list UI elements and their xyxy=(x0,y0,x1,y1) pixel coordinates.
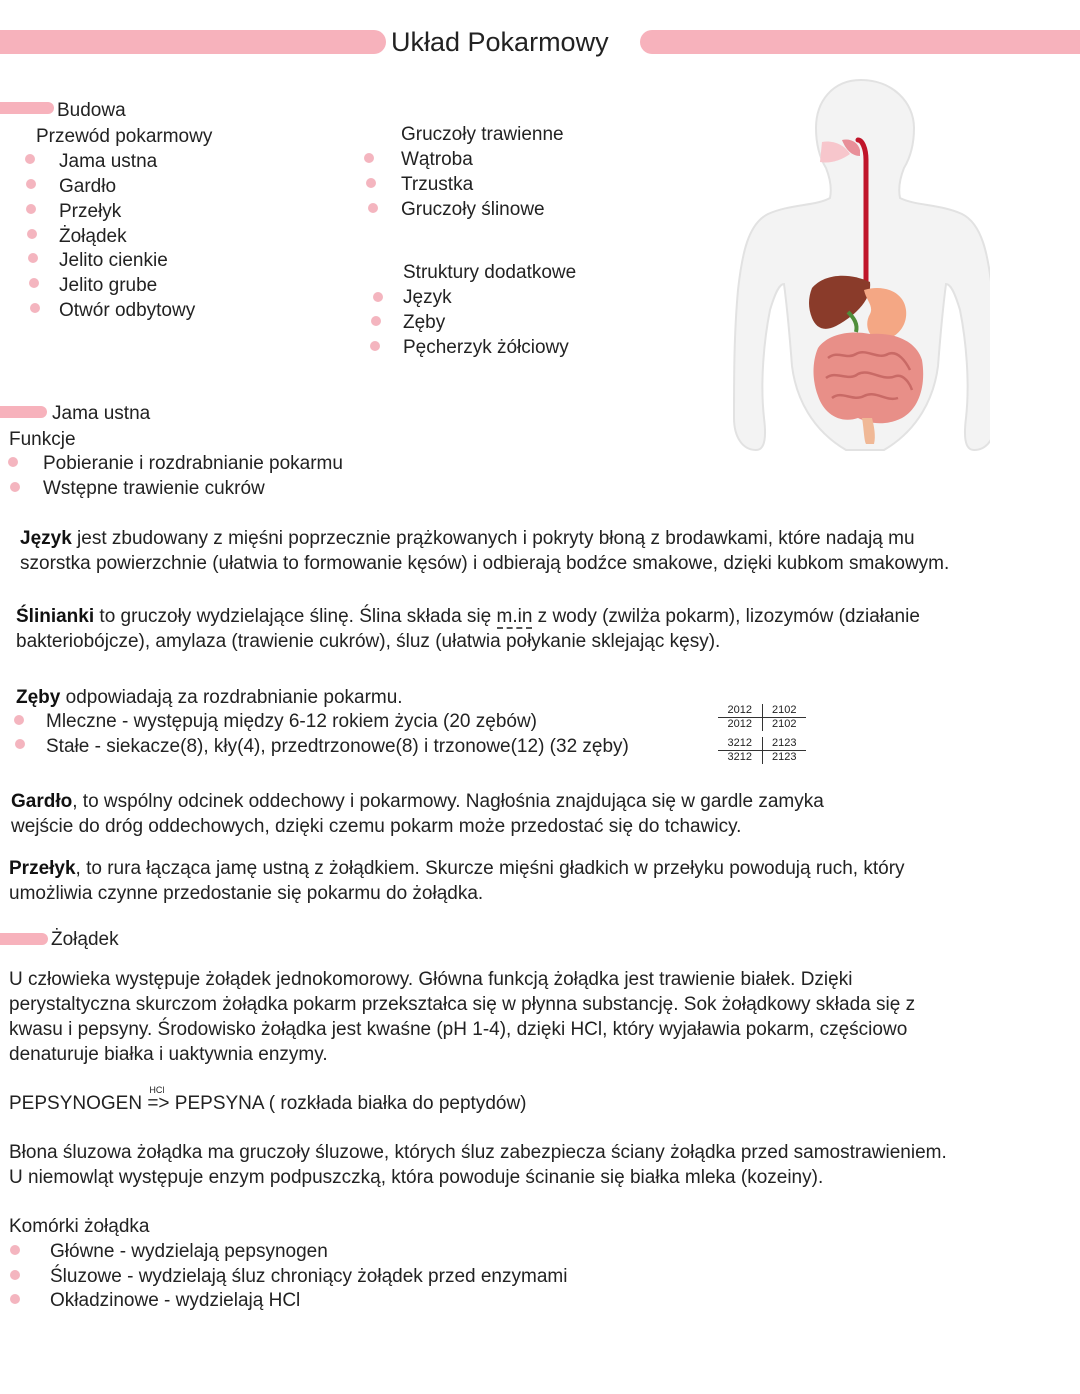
list-item: Żołądek xyxy=(59,226,127,247)
formula-cell: 2123 xyxy=(772,737,797,749)
bullet xyxy=(370,341,380,351)
title-band-left xyxy=(0,30,386,54)
list-item: Pobieranie i rozdrabnianie pokarmu xyxy=(43,453,343,474)
bullet xyxy=(29,278,39,288)
bullet xyxy=(27,229,37,239)
list-item: Trzustka xyxy=(401,174,474,195)
zoladek-paragraph-2 xyxy=(9,1140,1074,1190)
list-item: Jama ustna xyxy=(59,151,158,172)
jama-heading: Jama ustna xyxy=(52,403,151,424)
bullet xyxy=(8,457,18,467)
bullet xyxy=(26,179,36,189)
formula-cell: 2102 xyxy=(772,704,797,716)
struktury-heading: Struktury dodatkowe xyxy=(403,262,577,283)
text-line: perystaltyczna skurczom żołądka pokarm przekształca się w płynna substancję. Sok żołądkowy składa się z xyxy=(9,994,916,1015)
formula-cell: 2012 xyxy=(718,704,763,717)
formula-cell: 2102 xyxy=(772,718,797,730)
bullet xyxy=(26,204,36,214)
list-item: Gruczoły ślinowe xyxy=(401,199,545,220)
zeby-intro xyxy=(16,685,403,710)
bullet xyxy=(14,715,24,725)
list-item: Wstępne trawienie cukrów xyxy=(43,478,265,499)
text-line: z wody (zwilża pokarm), lizozymów (działanie xyxy=(532,606,920,627)
min-abbrev: m.in xyxy=(496,606,533,627)
list-item: Otwór odbytowy xyxy=(59,300,196,321)
zoladek-heading: Żołądek xyxy=(51,929,119,950)
list-item: Mleczne - występują między 6-12 rokiem życia (20 zębów) xyxy=(46,711,538,732)
list-item: Jelito grube xyxy=(59,275,158,296)
bullet xyxy=(30,303,40,313)
text-line: wejście do dróg oddechowych, dzięki czemu pokarm może przedostać się do tchawicy. xyxy=(11,816,742,837)
zoladek-paragraph-1 xyxy=(9,967,1069,1067)
funkcje-heading: Funkcje xyxy=(9,429,76,450)
text-line: , to rura łącząca jamę ustną z żołądkiem. Skurcze mięśni gładkich w przełyku powodują ruch, który xyxy=(75,858,905,879)
zeby-term: Zęby xyxy=(16,687,61,708)
bullet xyxy=(10,482,20,492)
bullet xyxy=(15,739,25,749)
text-line: , to wspólny odcinek oddechowy i pokarmowy. Nagłośnia znajdująca się w gardle zamyka xyxy=(72,791,824,812)
list-item: Okładzinowe - wydzielają HCl xyxy=(50,1290,301,1311)
bullet xyxy=(28,253,38,263)
text-line: kwasu i pepsyny. Środowisko żołądka jest kwaśne (pH 1-4), dzięki HCl, który wyjaławia pokarm, częściowo xyxy=(9,1019,908,1040)
title-band-right xyxy=(640,30,1080,54)
digestive-system-illustration xyxy=(720,78,990,458)
przewod-heading: Przewód pokarmowy xyxy=(36,126,213,147)
pepsyna-reaction xyxy=(9,1085,527,1116)
bullet xyxy=(364,153,374,163)
formula-cell: 3212 xyxy=(718,737,763,750)
formula-cell: 2123 xyxy=(772,751,797,763)
formula-row xyxy=(718,737,806,750)
gardlo-paragraph xyxy=(11,789,1061,839)
text-line: umożliwia czynne przedostanie się pokarmu do żołądka. xyxy=(9,883,484,904)
text-line: szorstka powierzchnie (ułatwia to formowanie kęsów) i odbierają bodźce smakowe, dzięki kubkom smakowym. xyxy=(20,553,950,574)
text-line: bakteriobójcze), amylaza (trawienie cukrów), śluz (ułatwia połykanie sklejając kęsy). xyxy=(16,631,721,652)
formula-cell: 2012 xyxy=(718,718,763,731)
jezyk-term: Język xyxy=(20,528,72,549)
formula-row xyxy=(718,750,806,764)
slinianki-term: Ślinianki xyxy=(16,606,95,627)
bullet xyxy=(10,1270,20,1280)
text-line: Błona śluzowa żołądka ma gruczoły śluzowe, których śluz zabezpiecza ściany żołądka przed samostrawieniem. xyxy=(9,1142,947,1163)
list-item: Stałe - siekacze(8), kły(4), przedtrzonowe(8) i trzonowe(12) (32 zęby) xyxy=(46,736,629,757)
section-marker-zoladek xyxy=(0,933,48,945)
text-line: U człowieka występuje żołądek jednokomorowy. Główna funkcją żołądka jest trawienie białek. Dzięki xyxy=(9,969,853,990)
text-line: odpowiadają za rozdrabnianie pokarmu. xyxy=(60,687,403,708)
pepsyna-text: PEPSYNA ( rozkłada białka do peptydów) xyxy=(169,1093,527,1114)
gardlo-term: Gardło xyxy=(11,791,73,812)
budowa-heading: Budowa xyxy=(57,100,126,121)
slinianki-paragraph xyxy=(16,604,1066,654)
bullet xyxy=(10,1245,20,1255)
list-item: Język xyxy=(403,287,452,308)
text-line: U niemowląt występuje enzym podpuszczką, która powoduje ścinanie się białka mleka (kozeiny). xyxy=(9,1167,824,1188)
gruczoly-heading: Gruczoły trawienne xyxy=(401,124,564,145)
bullet xyxy=(368,203,378,213)
przelyk-paragraph xyxy=(9,856,1069,906)
text-line: denaturuje białka i uaktywnia enzymy. xyxy=(9,1044,328,1065)
bullet xyxy=(10,1294,20,1304)
section-marker-jama xyxy=(0,406,47,418)
pepsynogen-text: PEPSYNOGEN xyxy=(9,1093,148,1114)
bullet xyxy=(373,292,383,302)
jezyk-paragraph xyxy=(20,526,1070,576)
formula-row xyxy=(718,704,806,717)
list-item: Pęcherzyk żółciowy xyxy=(403,337,569,358)
bullet xyxy=(371,316,381,326)
list-item: Gardło xyxy=(59,176,117,197)
komorki-heading: Komórki żołądka xyxy=(9,1216,150,1237)
formula-row xyxy=(718,717,806,731)
page-title: Układ Pokarmowy xyxy=(391,27,609,57)
section-marker-budowa xyxy=(0,102,54,114)
reaction-arrow: => xyxy=(147,1093,170,1114)
przelyk-term: Przełyk xyxy=(9,858,76,879)
text-line: to gruczoły wydzielające ślinę. Ślina składa się xyxy=(94,606,497,627)
list-item: Zęby xyxy=(403,312,446,333)
list-item: Jelito cienkie xyxy=(59,250,168,271)
list-item: Przełyk xyxy=(59,201,122,222)
bullet xyxy=(25,154,35,164)
list-item: Główne - wydzielają pepsynogen xyxy=(50,1241,328,1262)
list-item: Śluzowe - wydzielają śluz chroniący żołądek przed enzymami xyxy=(50,1266,568,1287)
dental-formula xyxy=(718,704,806,764)
bullet xyxy=(366,178,376,188)
formula-cell: 3212 xyxy=(718,751,763,764)
text-line: jest zbudowany z mięśni poprzecznie prążkowanych i pokryty błoną z brodawkami, które nadają mu xyxy=(71,528,915,549)
list-item: Wątroba xyxy=(401,149,473,170)
hcl-label: HCl xyxy=(149,1085,165,1095)
